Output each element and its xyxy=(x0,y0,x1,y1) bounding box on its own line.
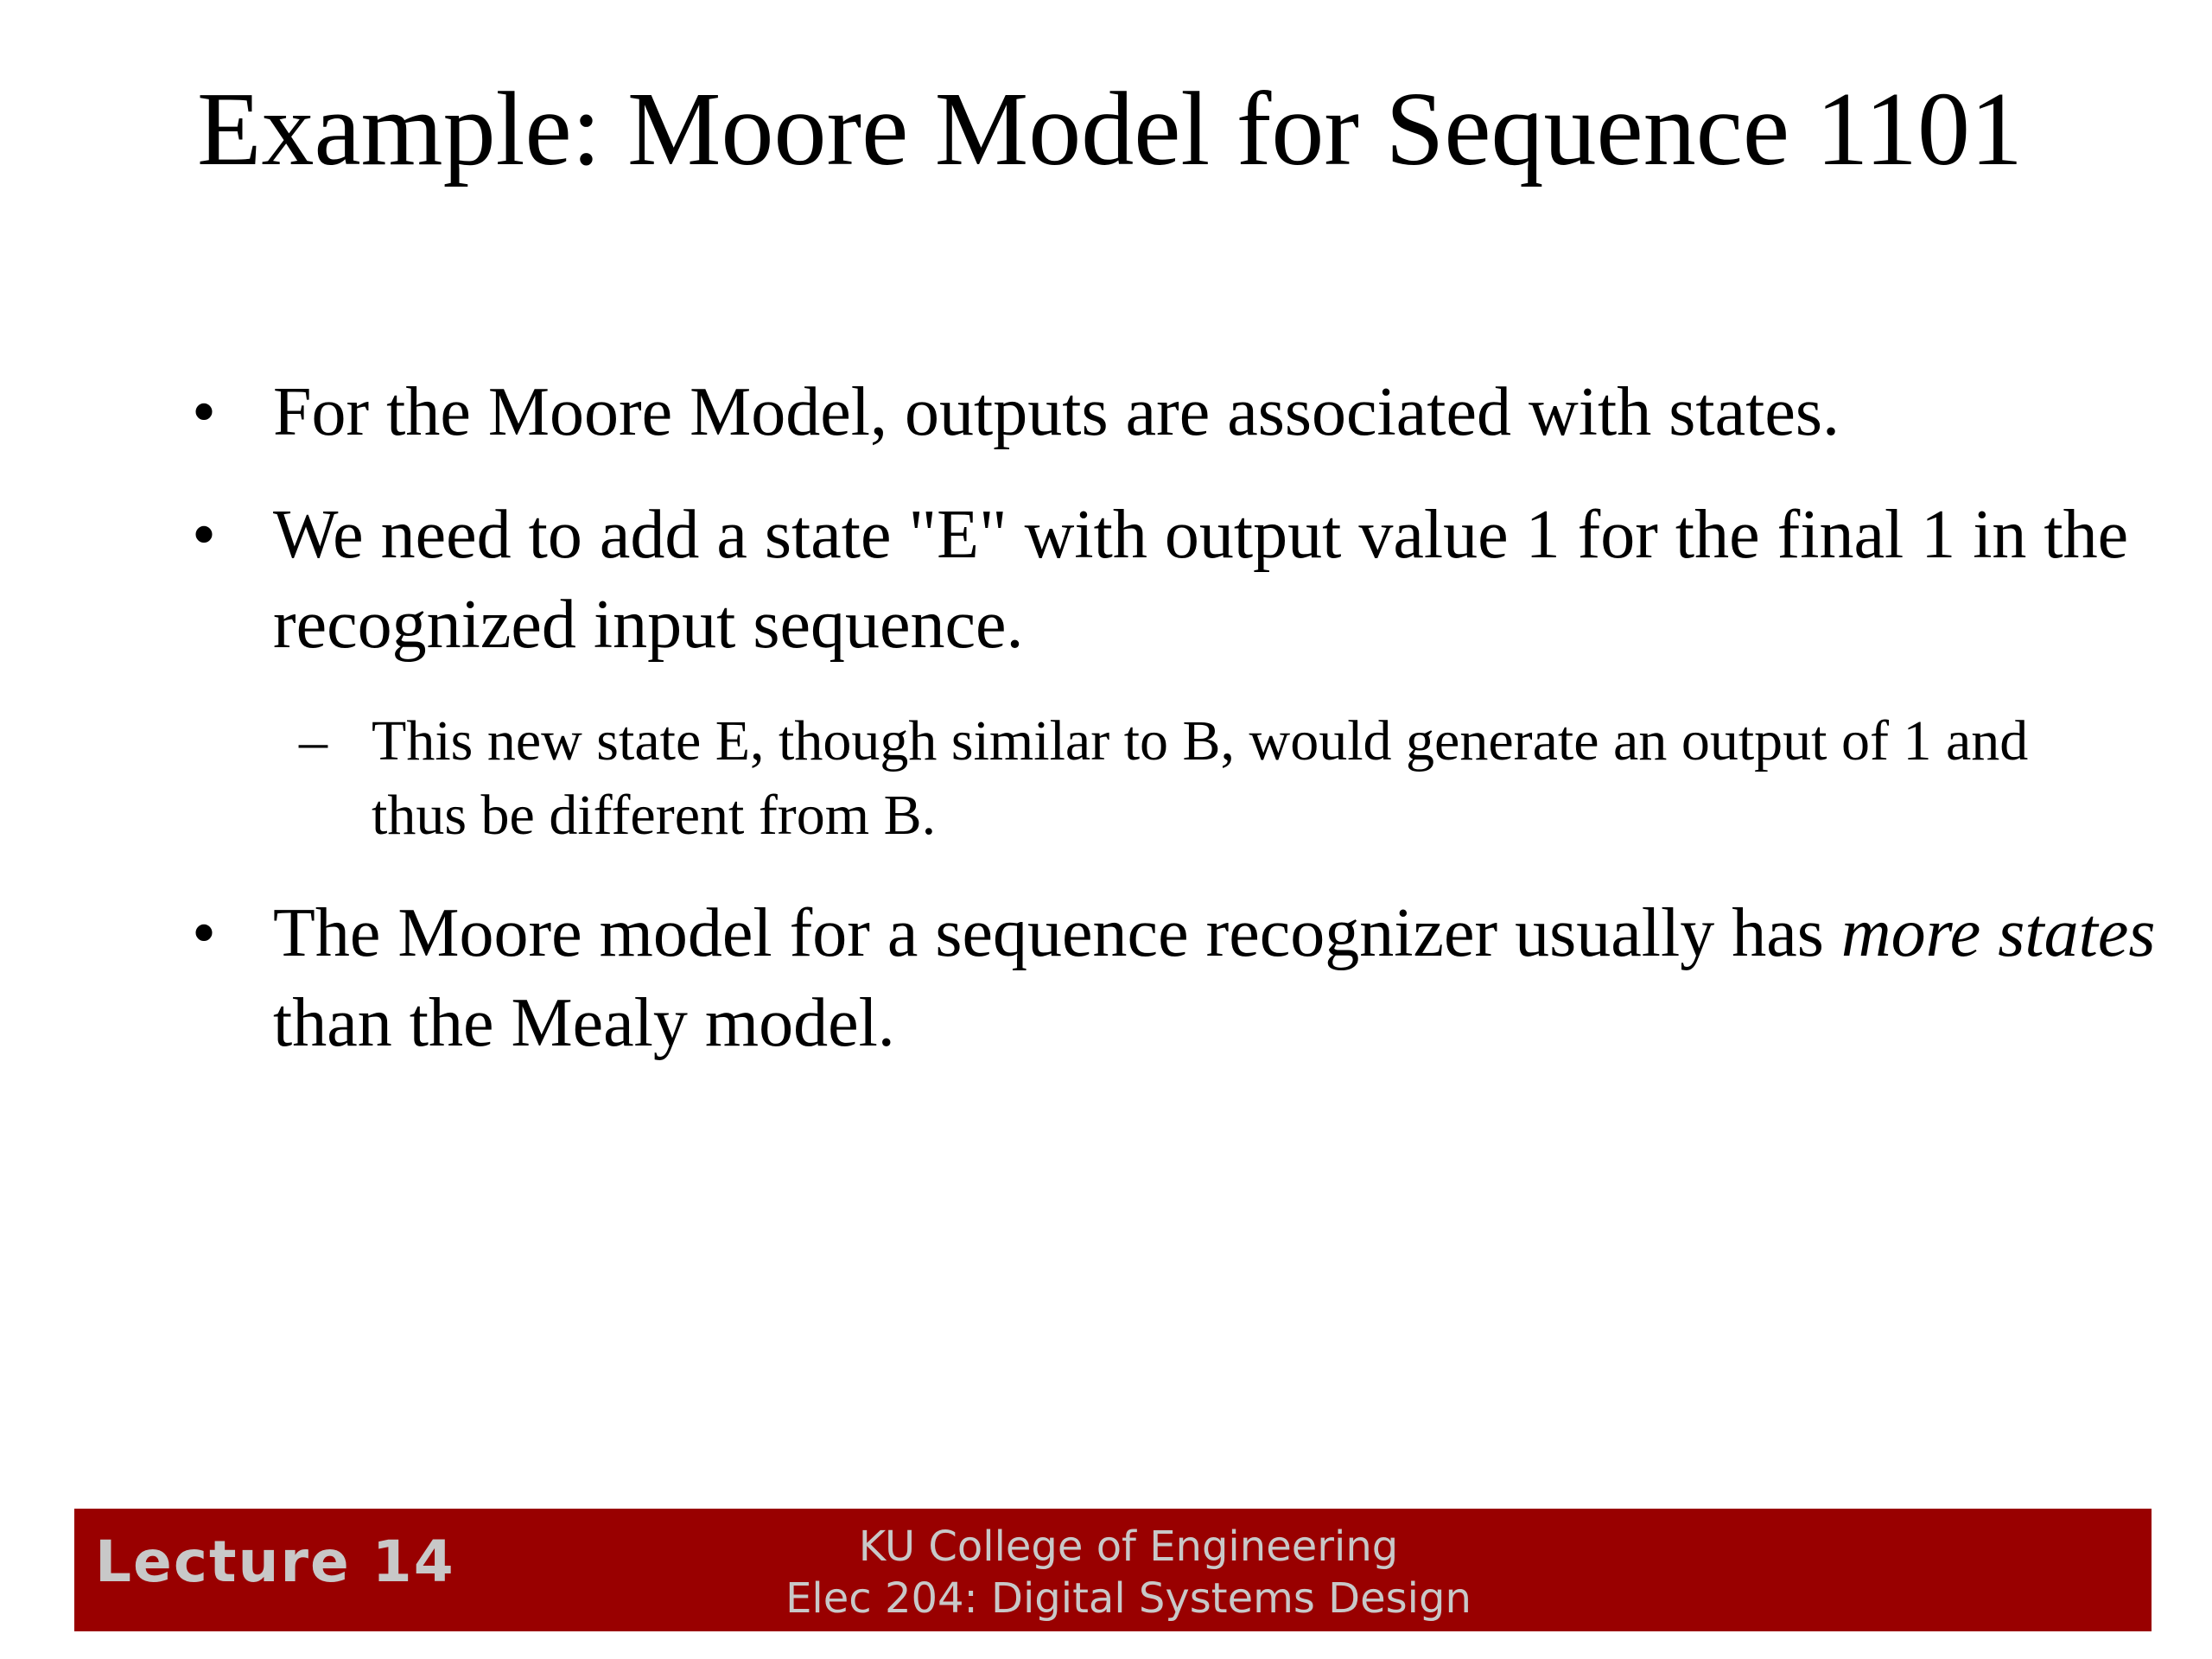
footer-lecture-label: Lecture 14 xyxy=(95,1529,455,1595)
bullet-text-end: than the Mealy model. xyxy=(273,985,895,1061)
footer-course: Elec 204: Digital Systems Design xyxy=(785,1574,1471,1623)
bullet-marker: • xyxy=(192,374,217,450)
footer-bar xyxy=(74,1509,2152,1631)
slide-title: Example: Moore Model for Sequence 1101 xyxy=(197,71,2023,188)
footer-college: KU College of Engineering xyxy=(858,1522,1399,1571)
bullet-item xyxy=(192,367,2157,457)
sub-bullet-marker: – xyxy=(299,709,327,772)
bullet-text: For the Moore Model, outputs are associated with states. xyxy=(273,374,1840,450)
footer-course-info xyxy=(785,1521,1471,1624)
bullet-marker: • xyxy=(192,497,217,573)
bullet-item xyxy=(192,888,2157,1068)
bullet-item xyxy=(192,490,2157,670)
sub-bullet-item xyxy=(299,704,2100,853)
sub-bullet-text: This new state E, though similar to B, would generate an output of 1 and thus be different from B. xyxy=(372,709,2029,847)
bullet-marker: • xyxy=(192,895,217,971)
bullet-text: We need to add a state "E" with output value 1 for the final 1 in the recognized input sequence. xyxy=(273,497,2129,663)
bullet-text-start: The Moore model for a sequence recognizer usually has xyxy=(273,895,1841,971)
emphasis-text: more states xyxy=(1840,895,2156,971)
bullet-text xyxy=(273,888,2157,1068)
